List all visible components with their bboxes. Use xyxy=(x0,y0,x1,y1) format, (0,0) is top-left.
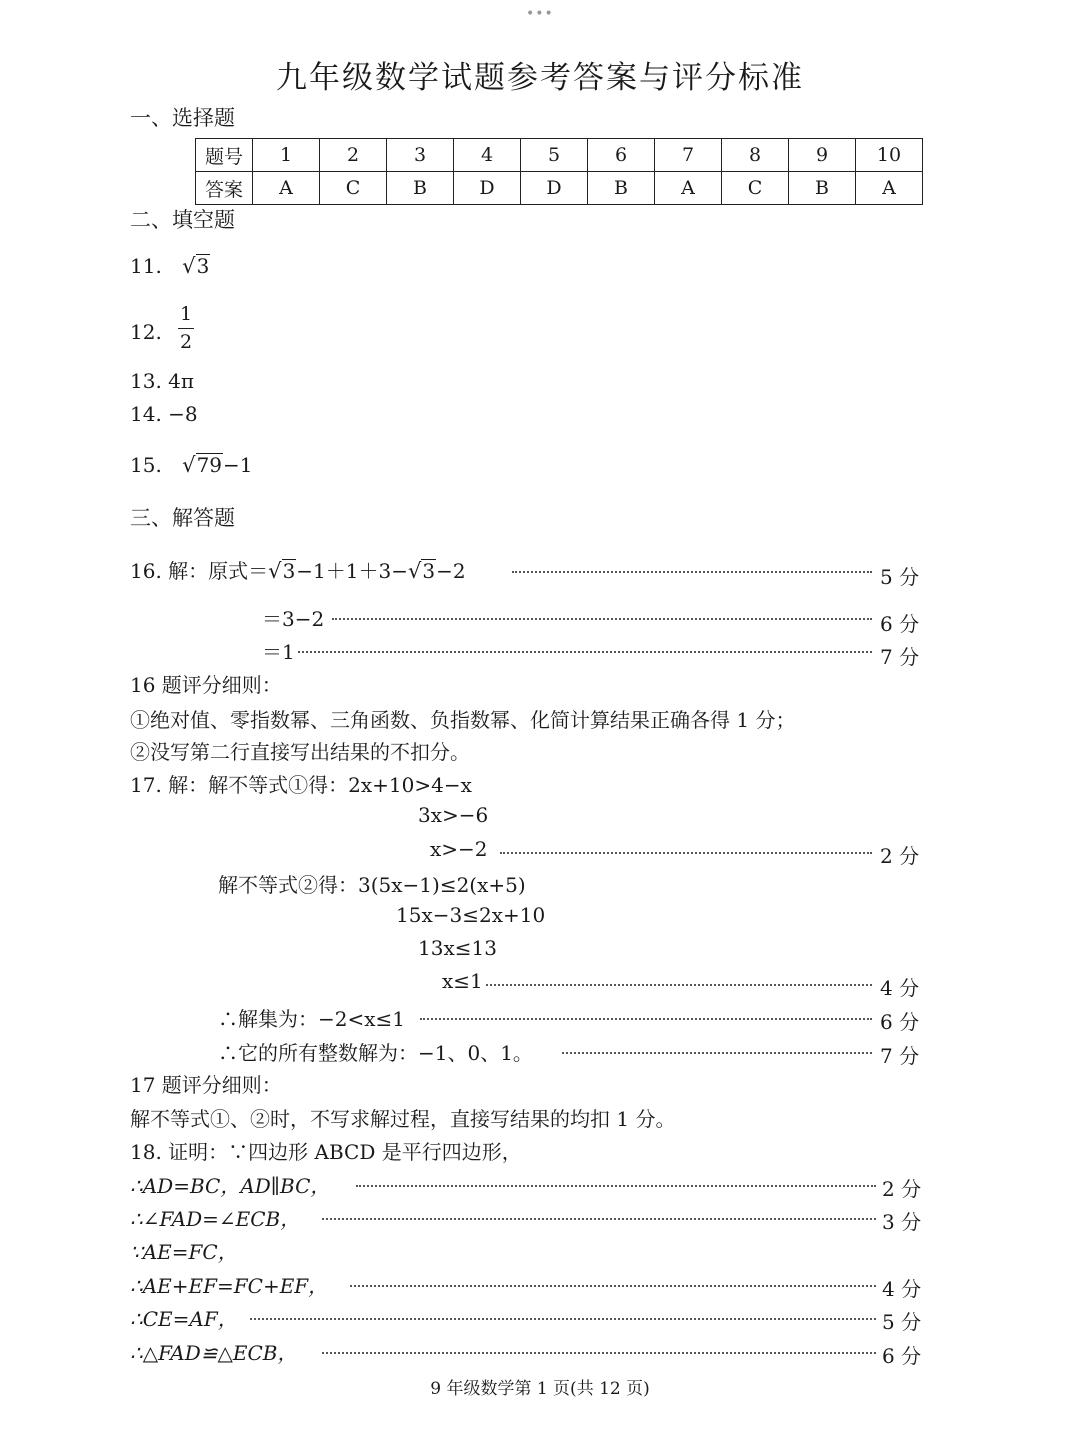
q17-line-8: ∴解集为：−2<x≤1 xyxy=(218,1007,406,1031)
answer-14: 14. −8 xyxy=(130,402,198,426)
q17-line-9: ∴它的所有整数解为：−1、0、1。 xyxy=(218,1041,533,1065)
section-multiple-choice: 一、选择题 xyxy=(130,106,235,130)
section-fill-blank: 二、填空题 xyxy=(130,208,235,232)
sqrt-expression xyxy=(182,453,223,477)
radicand: 3 xyxy=(282,559,296,583)
dotted-leader xyxy=(356,1185,876,1187)
sqrt-icon: √ xyxy=(408,559,422,583)
dotted-leader xyxy=(486,984,872,986)
table-cell: 6 xyxy=(588,139,655,172)
row-label-answer: 答案 xyxy=(196,172,253,205)
answer-15 xyxy=(130,453,253,477)
table-cell: 5 xyxy=(521,139,588,172)
q18-line-1: 18. 证明：∵四边形 ABCD 是平行四边形， xyxy=(130,1140,522,1164)
table-cell: 2 xyxy=(320,139,387,172)
denominator: 2 xyxy=(180,331,193,353)
q18-line-7: ∴△FAD≌△ECB， xyxy=(130,1341,298,1365)
q18-line-5: ∴AE+EF=FC+EF， xyxy=(130,1274,329,1298)
fraction-answer-12 xyxy=(178,305,194,352)
radicand: 3 xyxy=(422,559,436,583)
dotted-leader xyxy=(298,651,872,653)
table-cell: A xyxy=(856,172,923,205)
dotted-leader xyxy=(500,852,872,854)
expression-tail: −1 xyxy=(223,453,253,477)
table-cell: 7 xyxy=(655,139,722,172)
q18-line-2: ∴AD=BC，AD∥BC， xyxy=(130,1174,331,1198)
table-cell: 8 xyxy=(722,139,789,172)
table-row-answers xyxy=(196,172,923,205)
table-cell: A xyxy=(253,172,320,205)
table-cell: 3 xyxy=(387,139,454,172)
score-label: 3 分 xyxy=(882,1210,922,1234)
q17-line-6: 13x≤13 xyxy=(418,936,497,960)
row-label-number: 题号 xyxy=(196,139,253,172)
section-solutions: 三、解答题 xyxy=(130,506,235,530)
sqrt-expression xyxy=(268,559,296,583)
question-number: 15. xyxy=(130,453,162,477)
q16-line-1 xyxy=(130,555,466,584)
dotted-leader xyxy=(512,571,872,573)
dotted-leader xyxy=(322,1352,876,1354)
page-title: 九年级数学试题参考答案与评分标准 xyxy=(276,60,804,96)
score-label: 6 分 xyxy=(880,612,920,636)
table-cell: B xyxy=(789,172,856,205)
q17-line-3: x>−2 xyxy=(430,837,488,861)
q17-line-1: 17. 解：解不等式①得：2x+10>4−x xyxy=(130,773,472,797)
dotted-leader xyxy=(332,618,872,620)
more-options-icon[interactable]: ••• xyxy=(526,6,554,22)
fraction-bar xyxy=(178,328,194,329)
dotted-leader xyxy=(322,1218,876,1220)
q16-line-2: ＝3−2 xyxy=(262,607,325,631)
q17-line-7: x≤1 xyxy=(442,969,483,993)
score-label: 5 分 xyxy=(880,565,920,589)
sqrt-expression xyxy=(408,559,436,583)
sqrt-icon: √ xyxy=(268,559,282,583)
table-cell: C xyxy=(722,172,789,205)
q18-line-3: ∴∠FAD=∠ECB， xyxy=(130,1207,301,1231)
answer-11 xyxy=(130,254,210,278)
table-cell: D xyxy=(454,172,521,205)
q17-line-2: 3x>−6 xyxy=(418,803,489,827)
table-cell: 9 xyxy=(789,139,856,172)
table-cell: 10 xyxy=(856,139,923,172)
table-cell: D xyxy=(521,172,588,205)
q16-rule-1: ①绝对值、零指数幂、三角函数、负指数幂、化简计算结果正确各得 1 分； xyxy=(130,708,796,732)
answer-13: 13. 4π xyxy=(130,369,195,393)
sqrt-icon: √ xyxy=(182,453,196,477)
q16-text-b: −1＋1＋3− xyxy=(296,559,408,583)
q17-rule-1: 解不等式①、②时，不写求解过程，直接写结果的均扣 1 分。 xyxy=(130,1107,676,1131)
radicand: 3 xyxy=(196,254,210,278)
page-footer: 9 年级数学第 1 页(共 12 页) xyxy=(430,1379,650,1399)
table-cell: 4 xyxy=(454,139,521,172)
question-number-12: 12. xyxy=(130,320,162,344)
q16-text-a: 16. 解：原式＝ xyxy=(130,559,269,583)
dotted-leader xyxy=(420,1018,872,1020)
dotted-leader xyxy=(250,1318,876,1320)
table-cell: A xyxy=(655,172,722,205)
score-label: 6 分 xyxy=(882,1344,922,1368)
sqrt-expression xyxy=(182,254,210,278)
q16-text-c: −2 xyxy=(436,559,466,583)
table-cell: B xyxy=(387,172,454,205)
q18-line-4: ∵AE=FC， xyxy=(130,1240,238,1264)
score-label: 2 分 xyxy=(882,1177,922,1201)
table-row-numbers xyxy=(196,139,923,172)
dotted-leader xyxy=(350,1285,876,1287)
score-label: 7 分 xyxy=(880,645,920,669)
q16-rules-title: 16 题评分细则： xyxy=(130,673,282,697)
table-cell: C xyxy=(320,172,387,205)
q16-rule-2: ②没写第二行直接写出结果的不扣分。 xyxy=(130,740,470,764)
q16-line-3: ＝1 xyxy=(262,640,295,664)
score-label: 5 分 xyxy=(882,1310,922,1334)
q17-line-4: 解不等式②得：3(5x−1)≤2(x+5) xyxy=(218,873,526,897)
score-label: 4 分 xyxy=(882,1277,922,1301)
score-label: 7 分 xyxy=(880,1044,920,1068)
sqrt-icon: √ xyxy=(182,254,196,278)
q18-line-6: ∴CE=AF， xyxy=(130,1307,238,1331)
score-label: 4 分 xyxy=(880,976,920,1000)
table-cell: B xyxy=(588,172,655,205)
answer-table xyxy=(195,138,923,205)
radicand: 79 xyxy=(196,453,223,477)
dotted-leader xyxy=(562,1052,872,1054)
q17-rules-title: 17 题评分细则： xyxy=(130,1073,282,1097)
question-number: 11. xyxy=(130,254,162,278)
q17-line-5: 15x−3≤2x+10 xyxy=(396,903,546,927)
score-label: 6 分 xyxy=(880,1010,920,1034)
numerator: 1 xyxy=(180,303,193,325)
table-cell: 1 xyxy=(253,139,320,172)
score-label: 2 分 xyxy=(880,844,920,868)
